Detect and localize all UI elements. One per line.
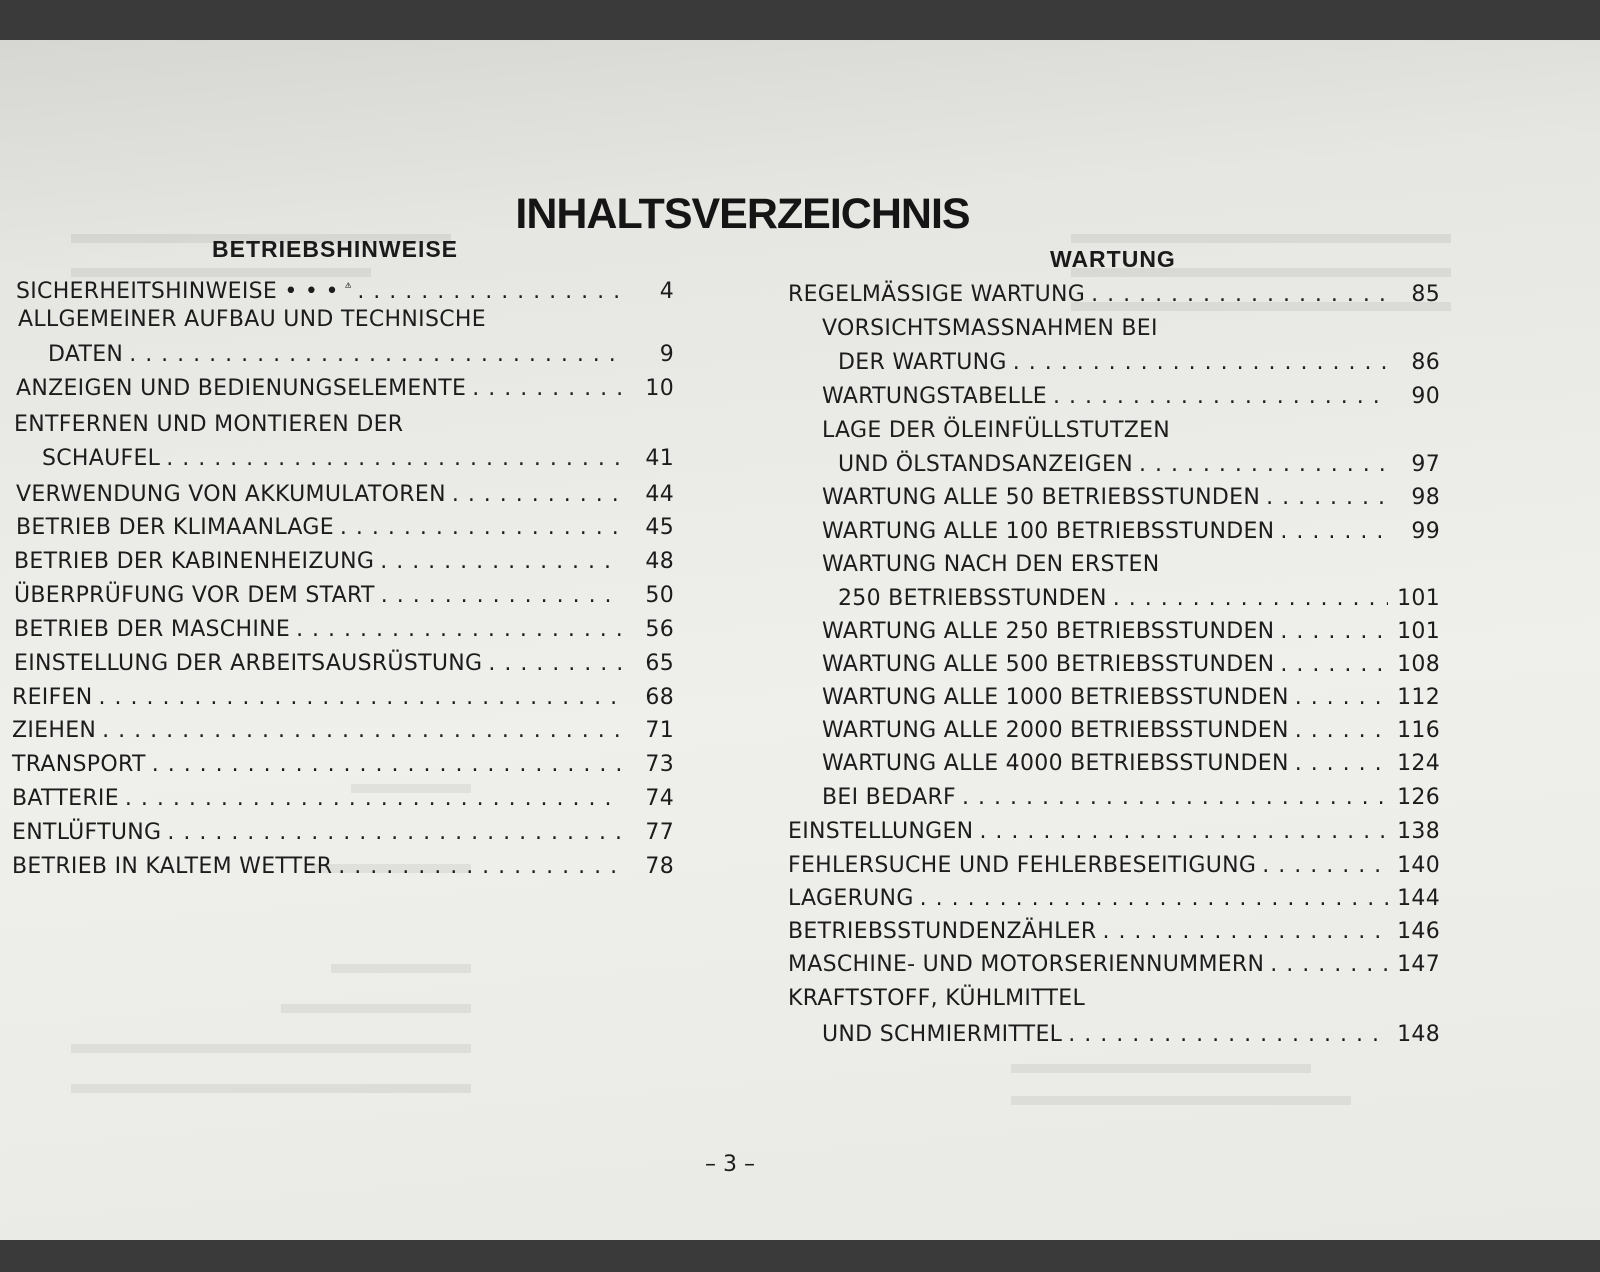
toc-entry[interactable]: [788, 853, 1440, 878]
toc-leader-dots: [161, 820, 622, 845]
toc-leader-dots: [334, 515, 622, 540]
toc-entry-label: ZIEHEN: [12, 718, 97, 743]
toc-leader-dots: [466, 376, 622, 401]
toc-leader-dots: [482, 651, 622, 676]
toc-entry[interactable]: [822, 619, 1440, 644]
toc-entry[interactable]: [16, 272, 674, 304]
toc-entry-page: 86: [1411, 350, 1440, 375]
toc-entry-label: VERWENDUNG VON AKKUMULATOREN: [16, 482, 446, 507]
toc-leader-dots: [446, 482, 622, 507]
toc-entry-label: ANZEIGEN UND BEDIENUNGSELEMENTE: [16, 376, 467, 401]
toc-leader-dots: [1085, 282, 1388, 307]
toc-entry-page: 4: [659, 279, 674, 304]
toc-entry[interactable]: [12, 820, 674, 845]
toc-entry-page: 41: [645, 446, 674, 471]
left-section-heading: BETRIEBSHINWEISE: [212, 236, 459, 262]
toc-entry[interactable]: [14, 412, 674, 437]
toc-entry-label: SCHAUFEL: [42, 446, 161, 471]
toc-leader-dots: [1274, 619, 1388, 644]
toc-entry-label: BETRIEBSSTUNDENZÄHLER: [788, 919, 1097, 944]
toc-leader-dots: [375, 583, 622, 608]
toc-entry-label: BETRIEB DER KLIMAANLAGE: [16, 515, 334, 540]
toc-entry-label: WARTUNG NACH DEN ERSTEN: [822, 552, 1160, 577]
toc-entry-page: 138: [1397, 819, 1440, 844]
toc-leader-dots: [351, 279, 622, 304]
toc-entry-label: REIFEN: [12, 685, 93, 710]
toc-leader-dots: [1264, 952, 1388, 977]
toc-entry-label: WARTUNG ALLE 1000 BETRIEBSSTUNDEN: [822, 685, 1289, 710]
toc-entry-label: 250 BETRIEBSSTUNDEN: [838, 586, 1107, 611]
toc-entry-page: 112: [1397, 685, 1440, 710]
toc-entry-label: SICHERHEITSHINWEISE • • •: [16, 279, 339, 304]
toc-leader-dots: [160, 446, 622, 471]
toc-entry[interactable]: [14, 549, 674, 574]
toc-entry[interactable]: [18, 307, 674, 332]
toc-entry-label: LAGERUNG: [788, 886, 914, 911]
toc-leader-dots: [1256, 853, 1388, 878]
toc-entry-label: BETRIEB DER MASCHINE: [14, 617, 291, 642]
toc-entry-page: 73: [645, 752, 674, 777]
toc-entry[interactable]: [12, 752, 674, 777]
toc-leader-dots: [146, 752, 622, 777]
toc-entry-page: 108: [1397, 652, 1440, 677]
toc-entry-page: 44: [645, 482, 674, 507]
toc-leader-dots: [96, 718, 622, 743]
toc-entry[interactable]: [788, 986, 1440, 1011]
page-number: – 3 –: [705, 1152, 755, 1177]
toc-entry-label: LAGE DER ÖLEINFÜLLSTUTZEN: [822, 418, 1171, 443]
toc-entry-label: UND SCHMIERMITTEL: [822, 1022, 1063, 1047]
toc-entry-page: 147: [1397, 952, 1440, 977]
toc-entry-page: 99: [1411, 519, 1440, 544]
toc-entry-label: WARTUNG ALLE 4000 BETRIEBSSTUNDEN: [822, 751, 1289, 776]
toc-leader-dots: [1289, 685, 1388, 710]
toc-entry-label: WARTUNGSTABELLE: [822, 384, 1047, 409]
toc-entry[interactable]: [822, 485, 1440, 510]
toc-entry[interactable]: [822, 418, 1440, 443]
toc-entry-label: KRAFTSTOFF, KÜHLMITTEL: [788, 986, 1086, 1011]
toc-entry[interactable]: [822, 751, 1440, 776]
toc-entry[interactable]: [788, 919, 1440, 944]
toc-entry[interactable]: [48, 342, 674, 367]
toc-leader-dots: [914, 886, 1388, 911]
toc-entry-page: 10: [645, 376, 674, 401]
toc-entry-page: 90: [1411, 384, 1440, 409]
toc-entry[interactable]: [822, 316, 1440, 341]
document-title: INHALTSVERZEICHNIS: [515, 190, 970, 238]
toc-entry-label: MASCHINE- UND MOTORSERIENNUMMERN: [788, 952, 1265, 977]
toc-entry-label: TRANSPORT: [12, 752, 146, 777]
toc-entry-label: EINSTELLUNGEN: [788, 819, 974, 844]
toc-leader-dots: [1047, 384, 1388, 409]
toc-entry-page: 45: [645, 515, 674, 540]
toc-entry-page: 68: [645, 685, 674, 710]
toc-entry[interactable]: [822, 718, 1440, 743]
toc-entry-page: 140: [1397, 853, 1440, 878]
toc-leader-dots: [1289, 718, 1388, 743]
toc-entry-label: BETRIEB DER KABINENHEIZUNG: [14, 549, 375, 574]
toc-entry[interactable]: [822, 552, 1440, 577]
toc-leader-dots: [1260, 485, 1388, 510]
toc-entry-page: 85: [1411, 282, 1440, 307]
toc-entry[interactable]: [838, 350, 1440, 375]
toc-leader-dots: [290, 617, 622, 642]
toc-entry-page: 9: [659, 342, 674, 367]
manual-page: [0, 40, 1600, 1240]
toc-entry-page: 78: [645, 854, 674, 879]
toc-leader-dots: [956, 785, 1388, 810]
toc-entry-label: WARTUNG ALLE 250 BETRIEBSSTUNDEN: [822, 619, 1275, 644]
toc-entry-label: WARTUNG ALLE 500 BETRIEBSSTUNDEN: [822, 652, 1275, 677]
toc-leader-dots: [332, 854, 622, 879]
toc-entry-page: 77: [645, 820, 674, 845]
toc-leader-dots: [119, 786, 622, 811]
toc-entry[interactable]: [788, 952, 1440, 977]
toc-entry[interactable]: [788, 886, 1440, 911]
toc-entry-label: ÜBERPRÜFUNG VOR DEM START: [14, 583, 375, 608]
toc-entry-label: BATTERIE: [12, 786, 119, 811]
toc-entry-label: REGELMÄSSIGE WARTUNG: [788, 282, 1086, 307]
toc-leader-dots: [93, 685, 623, 710]
toc-leader-dots: [973, 819, 1388, 844]
toc-left-column: [14, 272, 674, 922]
toc-entry[interactable]: [12, 854, 674, 879]
toc-entry[interactable]: [12, 718, 674, 743]
toc-entry-page: 126: [1397, 785, 1440, 810]
toc-entry-page: 124: [1397, 751, 1440, 776]
toc-entry-label: ENTFERNEN UND MONTIEREN DER: [14, 412, 404, 437]
toc-leader-dots: [1133, 452, 1388, 477]
toc-entry[interactable]: [12, 685, 674, 710]
toc-leader-dots: [1062, 1022, 1388, 1047]
toc-entry-label: BEI BEDARF: [822, 785, 957, 810]
toc-entry-label: DATEN: [48, 342, 124, 367]
toc-entry-page: 65: [645, 651, 674, 676]
toc-entry-page: 146: [1397, 919, 1440, 944]
toc-entry-label: UND ÖLSTANDSANZEIGEN: [838, 452, 1133, 477]
toc-entry-label: BETRIEB IN KALTEM WETTER: [12, 854, 333, 879]
toc-entry[interactable]: [822, 519, 1440, 544]
toc-entry-page: 74: [645, 786, 674, 811]
toc-entry-label: ALLGEMEINER AUFBAU UND TECHNISCHE: [18, 307, 486, 332]
toc-leader-dots: [374, 549, 622, 574]
toc-entry-label: WARTUNG ALLE 50 BETRIEBSSTUNDEN: [822, 485, 1261, 510]
toc-entry-page: 71: [645, 718, 674, 743]
toc-leader-dots: [1007, 350, 1388, 375]
toc-entry[interactable]: [822, 685, 1440, 710]
toc-entry-page: 97: [1411, 452, 1440, 477]
toc-entry-page: 50: [645, 583, 674, 608]
toc-right-column: [788, 282, 1440, 1082]
toc-entry[interactable]: [16, 482, 674, 507]
toc-entry-label: FEHLERSUCHE UND FEHLERBESEITIGUNG: [788, 853, 1257, 878]
toc-entry-label: WARTUNG ALLE 2000 BETRIEBSSTUNDEN: [822, 718, 1289, 743]
toc-entry[interactable]: [14, 583, 674, 608]
toc-entry[interactable]: [822, 1022, 1440, 1047]
toc-entry[interactable]: [12, 786, 674, 811]
toc-entry[interactable]: [788, 282, 1440, 307]
toc-entry-page: 101: [1397, 619, 1440, 644]
toc-entry-label: ENTLÜFTUNG: [12, 820, 162, 845]
toc-entry[interactable]: [838, 452, 1440, 477]
toc-entry[interactable]: [14, 651, 674, 676]
toc-entry[interactable]: [42, 446, 674, 471]
toc-entry-page: 144: [1397, 886, 1440, 911]
toc-entry[interactable]: [16, 515, 674, 540]
toc-leader-dots: [1274, 652, 1388, 677]
toc-entry[interactable]: [16, 376, 674, 401]
right-section-heading: WARTUNG: [1050, 246, 1176, 272]
toc-entry[interactable]: [788, 819, 1440, 844]
toc-leader-dots: [1289, 751, 1388, 776]
toc-leader-dots: [1096, 919, 1388, 944]
toc-entry[interactable]: [822, 384, 1440, 409]
toc-entry-page: 116: [1397, 718, 1440, 743]
toc-entry-page: 98: [1411, 485, 1440, 510]
toc-entry[interactable]: [822, 652, 1440, 677]
toc-leader-dots: [1274, 519, 1388, 544]
toc-entry-label: DER WARTUNG: [838, 350, 1007, 375]
toc-leader-dots: [1107, 586, 1388, 611]
toc-entry[interactable]: [14, 617, 674, 642]
toc-entry-label: WARTUNG ALLE 100 BETRIEBSSTUNDEN: [822, 519, 1275, 544]
toc-entry[interactable]: [838, 586, 1440, 611]
toc-entry-page: 101: [1397, 586, 1440, 611]
toc-entry-page: 48: [645, 549, 674, 574]
toc-entry-page: 148: [1397, 1022, 1440, 1047]
toc-entry-label: EINSTELLUNG DER ARBEITSAUSRÜSTUNG: [14, 651, 483, 676]
toc-leader-dots: [123, 342, 622, 367]
toc-entry-label: VORSICHTSMASSNAHMEN BEI: [822, 316, 1158, 341]
toc-entry[interactable]: [822, 785, 1440, 810]
toc-entry-page: 56: [645, 617, 674, 642]
